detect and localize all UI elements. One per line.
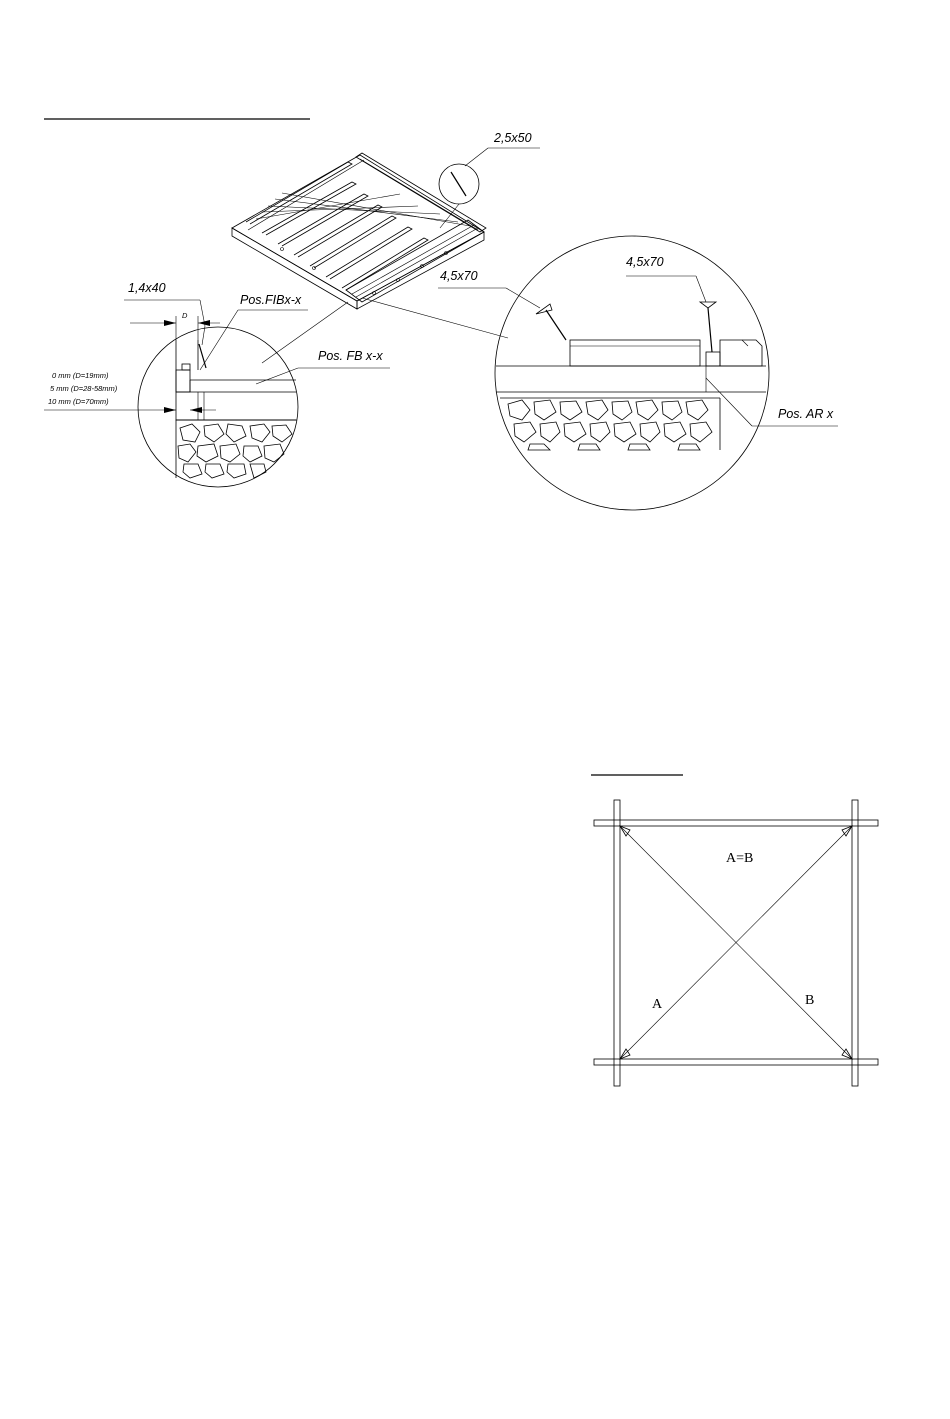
diagonal-b-label: B <box>805 993 815 1008</box>
gap-spec-line-2: 5 mm (D=28-58mm) <box>50 384 118 393</box>
nail-size-mid-label: 4,5x70 <box>440 269 478 283</box>
floor-battens <box>246 162 428 290</box>
left-wall-detail <box>44 281 390 487</box>
pos-fib-label: Pos.FIBx-x <box>240 293 302 307</box>
right-floor-detail <box>362 236 838 510</box>
diagonal-equation-label: A=B <box>726 851 754 866</box>
nail-size-left-label: 1,4x40 <box>128 281 166 295</box>
diagonal-square-diagram <box>594 800 878 1086</box>
gap-spec-line-3: 10 mm (D=70mm) <box>48 397 109 406</box>
diagonal-a-label: A <box>652 997 663 1012</box>
dimension-d-label: D <box>182 311 188 320</box>
gravel-bed-left <box>178 424 292 478</box>
nail-size-right-label: 4,5x70 <box>626 255 664 269</box>
nail-size-top-label: 2,5x50 <box>494 131 532 145</box>
pos-ar-label: Pos. AR x <box>778 407 834 421</box>
floor-panel-isometric <box>232 153 486 309</box>
gap-spec-line-1: 0 mm (D=19mm) <box>52 371 109 380</box>
gravel-bed-right <box>500 398 720 450</box>
pos-fb-label: Pos. FB x-x <box>318 349 383 363</box>
